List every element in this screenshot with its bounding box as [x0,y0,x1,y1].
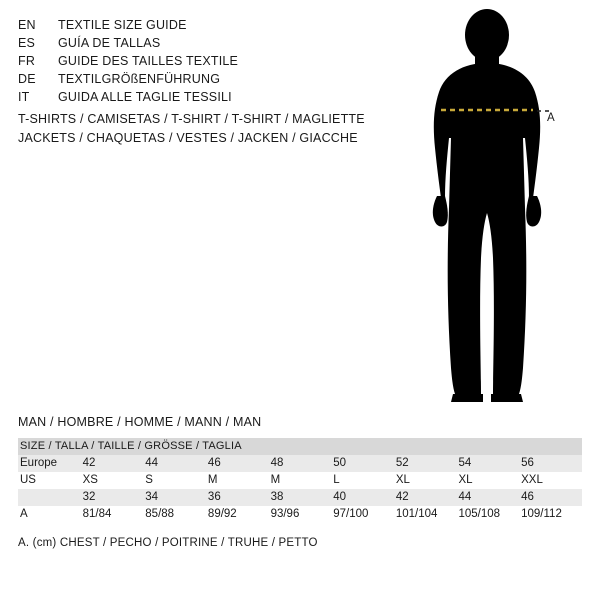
garment-line-tshirts: T-SHIRTS / CAMISETAS / T-SHIRT / T-SHIRT / MAGLIETTE [18,112,365,126]
table-cell: 36 [206,489,269,506]
male-silhouette-icon [395,8,600,408]
table-header-label: SIZE / TALLA / TAILLE / GRÖSSE / TAGLIA [18,438,582,455]
language-text: GUIDA ALLE TAGLIE TESSILI [58,90,232,104]
table-cell: 54 [456,455,519,472]
chest-measure-label: A [547,112,556,124]
table-row [18,455,582,472]
language-code: FR [18,54,36,68]
language-row [18,52,358,70]
table-cell: 38 [269,489,332,506]
table-cell: S [143,472,206,489]
garment-types [18,110,418,148]
table-cell: 40 [331,489,394,506]
table-cell: M [269,472,332,489]
table-cell: 109/112 [519,506,582,523]
table-cell: 46 [519,489,582,506]
table-cell: 42 [394,489,457,506]
table-cell: 42 [81,455,144,472]
row-label [18,489,81,506]
language-row [18,16,358,34]
language-text: TEXTILGRÖßENFÜHRUNG [58,72,221,86]
row-label: A [18,506,81,523]
table-cell: 50 [331,455,394,472]
table-cell: 44 [456,489,519,506]
row-label: Europe [18,455,81,472]
language-row [18,34,358,52]
table-cell: 97/100 [331,506,394,523]
table-cell: 56 [519,455,582,472]
language-text: GUIDE DES TAILLES TEXTILE [58,54,239,68]
table-cell: 52 [394,455,457,472]
table-cell: XL [456,472,519,489]
table-cell: 93/96 [269,506,332,523]
language-text: GUÍA DE TALLAS [58,36,161,50]
size-table [18,438,582,523]
table-row [18,472,582,489]
language-row [18,88,358,106]
table-cell: 44 [143,455,206,472]
language-list [18,16,358,106]
table-cell: 85/88 [143,506,206,523]
table-cell: 32 [81,489,144,506]
table-cell: XXL [519,472,582,489]
figure-illustration [395,8,600,408]
table-cell: 34 [143,489,206,506]
language-code: ES [18,36,36,50]
table-cell: 46 [206,455,269,472]
table-cell: 101/104 [394,506,457,523]
table-cell: 81/84 [81,506,144,523]
size-table-block [18,415,582,549]
language-row [18,70,358,88]
table-header-row [18,438,582,455]
row-label: US [18,472,81,489]
language-text: TEXTILE SIZE GUIDE [58,18,187,32]
language-code: DE [18,72,36,86]
table-cell: 48 [269,455,332,472]
table-footnote: A. (cm) CHEST / PECHO / POITRINE / TRUHE / PETTO [18,537,318,549]
table-row [18,489,582,506]
table-cell: XL [394,472,457,489]
table-cell: 89/92 [206,506,269,523]
table-title: MAN / HOMBRE / HOMME / MANN / MAN [18,415,262,429]
table-cell: L [331,472,394,489]
garment-line-jackets: JACKETS / CHAQUETAS / VESTES / JACKEN / GIACCHE [18,131,358,145]
table-row [18,506,582,523]
table-cell: XS [81,472,144,489]
language-code: EN [18,18,36,32]
language-code: IT [18,90,30,104]
table-cell: M [206,472,269,489]
table-cell: 105/108 [456,506,519,523]
